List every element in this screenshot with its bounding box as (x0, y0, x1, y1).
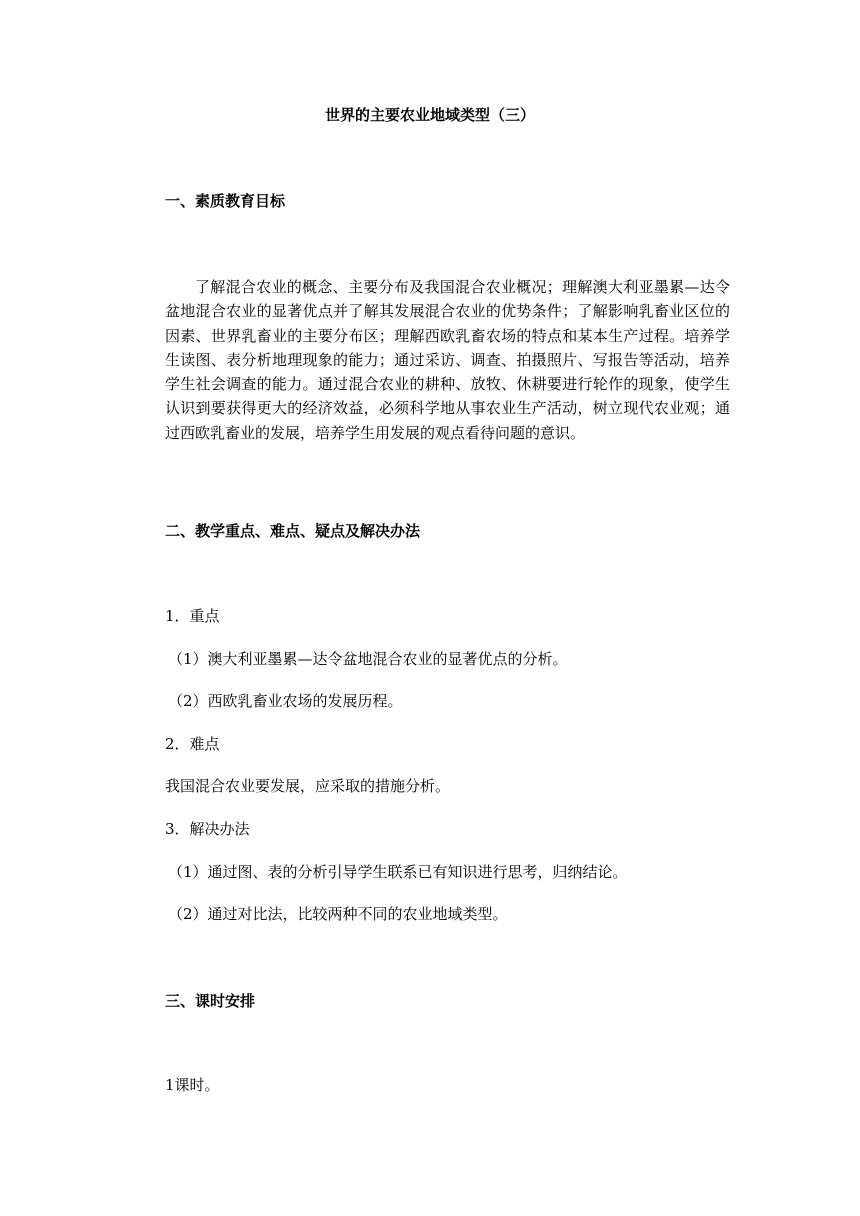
list-item-key-point: 1．重点 (165, 607, 220, 625)
list-item-difficulty: 2．难点 (165, 735, 220, 753)
section-heading-key-points: 二、教学重点、难点、疑点及解决办法 (165, 522, 421, 540)
list-item-solution-detail: （2）通过对比法，比较两种不同的农业地域类型。 (168, 905, 508, 923)
list-item-difficulty-detail: 我国混合农业要发展，应采取的措施分析。 (165, 777, 451, 795)
list-item-solution-detail: （1）通过图、表的分析引导学生联系已有知识进行思考，归纳结论。 (168, 863, 628, 881)
list-item-key-point-detail: （2）西欧乳畜业农场的发展历程。 (168, 692, 403, 710)
list-item-solution: 3．解决办法 (165, 820, 250, 838)
objectives-paragraph: 了解混合农业的概念、主要分布及我国混合农业概况；理解澳大利亚墨累—达令盆地混合农业的显著优点并了解其发展混合农业的优势条件；了解影响乳畜业区位的因素、世界乳畜业的主要分布区；理解西欧乳畜农场的特点和某本生产过程。培养学生读图、表分析地理现象的能力；通过采访、调查、拍摄照片、写报告等活动，培养学生社会调查的能力。通过混合农业的耕种、放牧、休耕要进行轮作的现象，使学生认识到要获得更大的经济效益，必须科学地从事农业生产活动，树立现代农业观；通过西欧乳畜业的发展，培养学生用发展的观点看待问题的意识。 (165, 278, 730, 442)
section-heading-schedule: 三、课时安排 (165, 992, 256, 1010)
section-heading-objectives: 一、素质教育目标 (165, 192, 286, 210)
schedule-content: 1课时。 (165, 1076, 220, 1094)
document-title: 世界的主要农业地域类型（三） (324, 106, 535, 124)
list-item-key-point-detail: （1）澳大利亚墨累—达令盆地混合农业的显著优点的分析。 (168, 650, 568, 668)
